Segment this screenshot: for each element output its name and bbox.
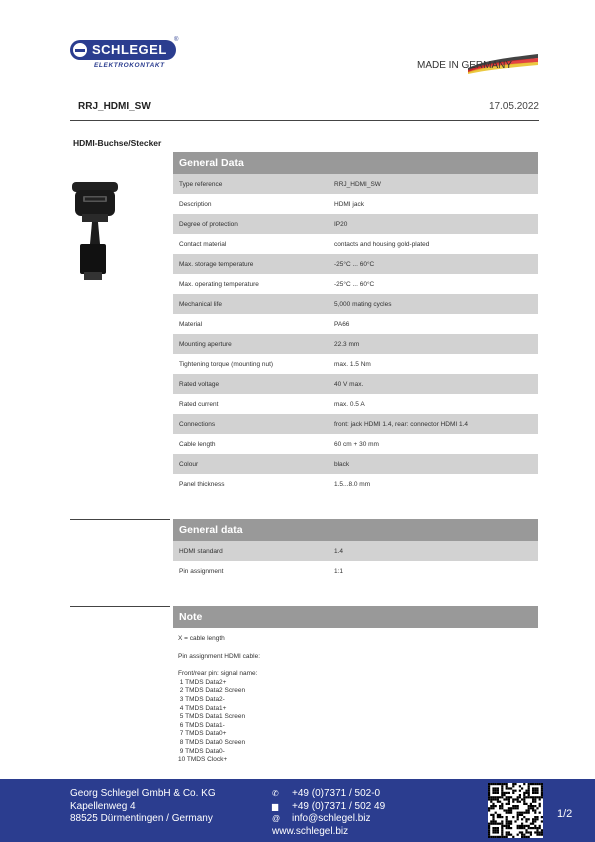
city: 88525 Dürmentingen / Germany [70, 813, 213, 824]
product-category: HDMI-Buchse/Stecker [73, 138, 162, 148]
row-value: IP20 [334, 220, 348, 228]
pin-item: 1 TMDS Data2+ [178, 678, 227, 686]
table-row [173, 274, 538, 294]
document-date: 17.05.2022 [488, 101, 539, 112]
row-label: Rated voltage [179, 380, 220, 388]
row-value: 1:1 [334, 567, 344, 575]
section-header: General Data [173, 152, 538, 174]
pin-item: 8 TMDS Data0 Screen [178, 738, 246, 746]
row-label: Tightening torque (mounting nut) [179, 360, 274, 368]
note-line: X = cable length [178, 635, 225, 642]
row-label: Degree of protection [179, 220, 238, 228]
table-row [173, 354, 538, 374]
website-link[interactable]: www.schlegel.biz [272, 825, 349, 837]
general-data-section [173, 152, 538, 494]
fax-number: +49 (0)7371 / 502 49 [292, 800, 386, 812]
row-label: Connections [179, 420, 216, 428]
pin-item: 5 TMDS Data1 Screen [178, 713, 246, 721]
general-data-table [173, 174, 538, 494]
table-row [173, 561, 538, 581]
footer-address [70, 788, 216, 826]
pin-list [178, 679, 260, 765]
table-row [173, 174, 538, 194]
email-icon: @ [272, 814, 281, 823]
row-value: 22.3 mm [334, 340, 360, 348]
row-value: HDMI jack [334, 200, 364, 208]
note-body [178, 635, 260, 765]
row-label: Material [179, 320, 203, 328]
document-title: RRJ_HDMI_SW [78, 101, 151, 112]
row-value: max. 1.5 Nm [334, 360, 371, 368]
row-label: HDMI standard [179, 547, 223, 555]
product-image [66, 180, 126, 290]
row-label: Contact material [179, 240, 227, 248]
qr-code[interactable] [488, 783, 543, 838]
pin-item: 7 TMDS Data0+ [178, 730, 227, 738]
pin-item: 4 TMDS Data1+ [178, 704, 227, 712]
table-row [173, 454, 538, 474]
row-value: front: jack HDMI 1.4, rear: connector HDMI 1.4 [334, 420, 469, 428]
logo-text: SCHLEGEL [92, 42, 167, 57]
row-value: PA66 [334, 320, 350, 328]
table-row [173, 374, 538, 394]
table-row [173, 541, 538, 561]
pin-item: 3 TMDS Data2- [178, 695, 225, 703]
note-section [173, 606, 538, 628]
general-data-2-table [173, 541, 538, 581]
email-link[interactable]: info@schlegel.biz [292, 813, 371, 824]
row-label: Pin assignment [179, 567, 224, 575]
table-row [173, 394, 538, 414]
table-row [173, 434, 538, 454]
row-value: 5,000 mating cycles [334, 300, 392, 308]
row-label: Description [179, 200, 212, 208]
registered-mark: ® [174, 37, 179, 43]
row-label: Rated current [179, 400, 219, 408]
section-header: Note [173, 606, 538, 628]
footer [0, 779, 595, 842]
table-row [173, 334, 538, 354]
pin-item: 2 TMDS Data2 Screen [178, 687, 246, 695]
row-label: Panel thickness [179, 480, 225, 488]
logo-subtitle: ELEKTROKONTAKT [94, 62, 165, 69]
row-label: Cable length [179, 440, 216, 448]
general-data-2-section [173, 519, 538, 581]
table-row [173, 214, 538, 234]
row-value: max. 0.5 A [334, 400, 365, 408]
row-value: -25°C ... 60°C [334, 260, 375, 268]
note-line: Front/rear pin: signal name: [178, 670, 258, 678]
row-label: Mechanical life [179, 300, 222, 308]
street: Kapellenweg 4 [70, 800, 136, 812]
table-row [173, 414, 538, 434]
phone-icon: ✆ [272, 789, 279, 798]
pin-item: 10 TMDS Clock+ [178, 756, 228, 764]
row-label: Max. operating temperature [179, 280, 259, 288]
row-value: 40 V max. [334, 380, 364, 388]
company-name: Georg Schlegel GmbH & Co. KG [70, 788, 216, 799]
schlegel-logo [70, 37, 179, 72]
row-label: Mounting aperture [179, 340, 232, 348]
logo-emblem-icon [71, 41, 89, 59]
table-row [173, 314, 538, 334]
row-value: 1.5...8.0 mm [334, 480, 371, 488]
pin-item: 6 TMDS Data1- [178, 721, 225, 729]
pin-item: 9 TMDS Data0- [178, 747, 225, 755]
header-divider [70, 120, 539, 121]
table-row [173, 254, 538, 274]
row-value: 60 cm + 30 mm [334, 440, 379, 448]
row-value: black [334, 460, 350, 468]
table-row [173, 474, 538, 494]
row-value: 1.4 [334, 547, 344, 555]
fax-icon: ▆ [272, 801, 279, 811]
page-number: 1/2 [557, 808, 573, 820]
section-divider [70, 519, 170, 520]
table-row [173, 294, 538, 314]
row-label: Max. storage temperature [179, 260, 254, 268]
note-line: Pin assignment HDMI cable: [178, 652, 261, 660]
phone-number[interactable]: +49 (0)7371 / 502-0 [292, 788, 381, 799]
table-row [173, 234, 538, 254]
row-label: Colour [179, 460, 199, 468]
row-value: -25°C ... 60°C [334, 280, 375, 288]
title-row [78, 101, 539, 112]
row-value: RRJ_HDMI_SW [334, 180, 381, 188]
footer-contact [272, 788, 385, 838]
row-label: Type reference [179, 180, 223, 188]
made-in-label: MADE IN GERMANY [417, 60, 513, 71]
section-divider [70, 606, 170, 607]
row-value: contacts and housing gold-plated [334, 240, 430, 248]
section-header: General data [173, 519, 538, 541]
table-row [173, 194, 538, 214]
